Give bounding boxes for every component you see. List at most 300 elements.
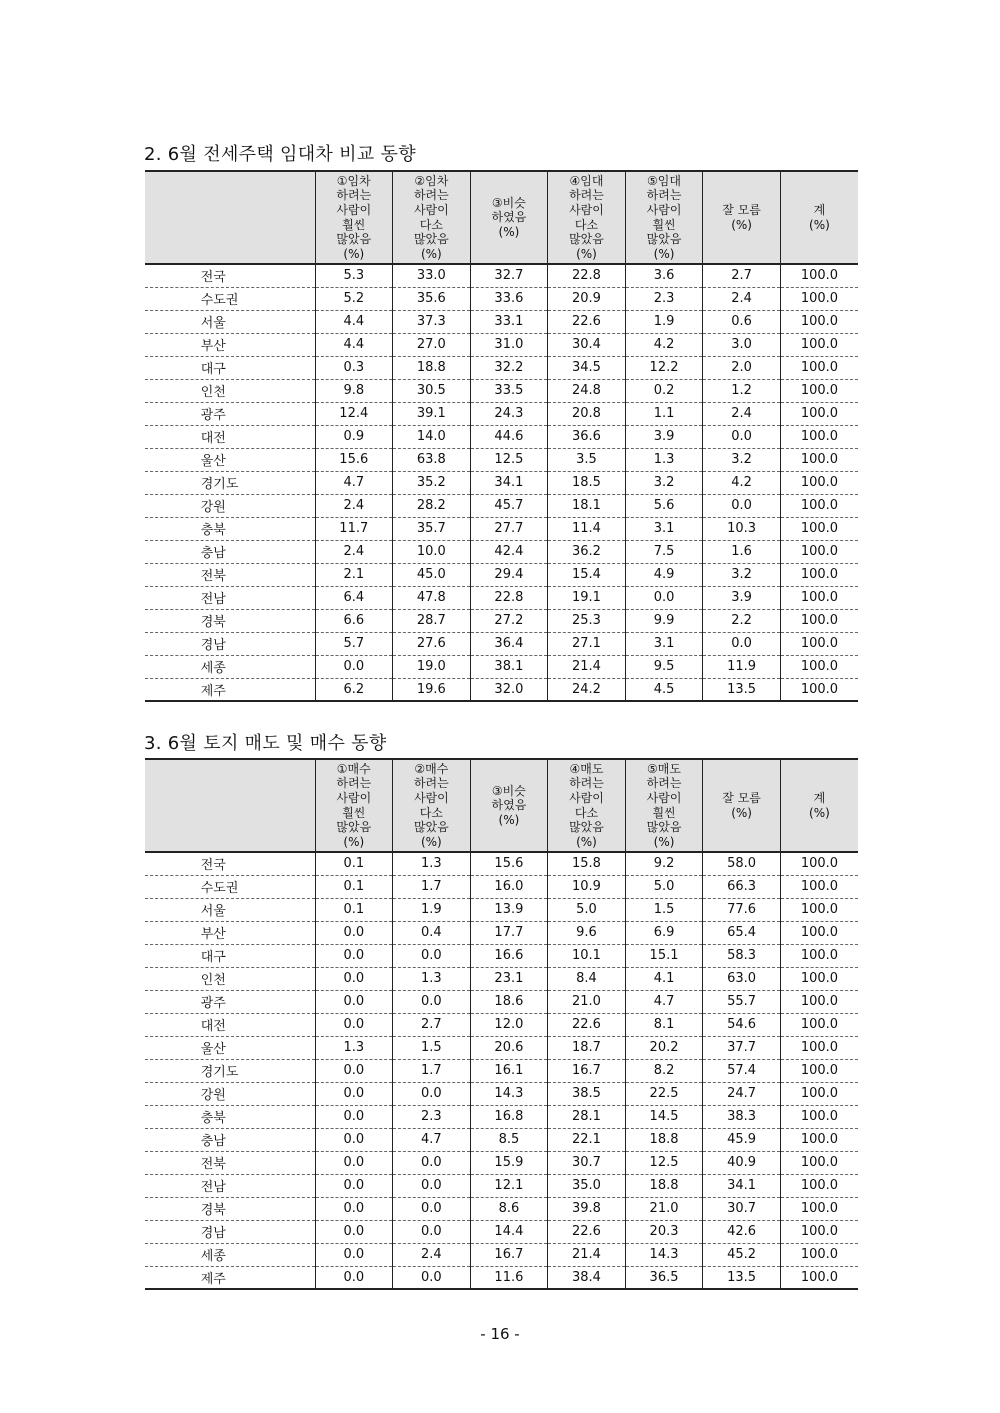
column-header-line: 사람이	[569, 202, 604, 217]
value-cell: 30.7	[703, 1197, 781, 1220]
value-cell: 0.0	[315, 944, 393, 967]
value-cell: 100.0	[780, 448, 858, 471]
column-header-line: 많았음	[336, 820, 372, 835]
value-cell: 39.8	[548, 1197, 626, 1220]
column-header	[703, 759, 781, 852]
column-header-line: 사람이	[413, 202, 449, 217]
column-header-line: 사람이	[646, 790, 682, 805]
value-cell: 1.2	[703, 379, 781, 402]
region-label: 서울	[200, 904, 226, 919]
region-cell	[145, 1082, 315, 1105]
column-header-line: (%)	[653, 246, 675, 261]
value-cell: 20.6	[470, 1036, 548, 1059]
value-cell: 30.4	[548, 333, 626, 356]
jeonse-rental-table	[145, 170, 858, 702]
value-cell: 0.0	[393, 990, 471, 1013]
column-header-line: 계	[813, 790, 826, 805]
value-cell: 100.0	[780, 655, 858, 678]
value-cell: 10.0	[393, 540, 471, 563]
value-cell: 17.7	[470, 921, 548, 944]
region-cell	[145, 1174, 315, 1197]
region-cell	[145, 586, 315, 609]
value-cell: 1.6	[703, 540, 781, 563]
region-cell	[145, 1128, 315, 1151]
value-cell: 2.4	[393, 1243, 471, 1266]
value-cell: 27.0	[393, 333, 471, 356]
value-cell: 3.6	[625, 264, 703, 287]
value-cell: 32.0	[470, 678, 548, 701]
value-cell: 14.5	[625, 1105, 703, 1128]
table-row	[145, 678, 858, 701]
value-cell: 2.4	[703, 287, 781, 310]
region-label: 전북	[200, 569, 226, 584]
value-cell: 0.0	[315, 1059, 393, 1082]
column-header	[315, 759, 393, 852]
value-cell: 14.0	[393, 425, 471, 448]
value-cell: 3.0	[703, 333, 781, 356]
value-cell: 19.0	[393, 655, 471, 678]
column-header	[625, 171, 703, 264]
value-cell: 3.2	[625, 471, 703, 494]
column-header-line: 많았음	[569, 232, 604, 247]
region-label: 충북	[200, 1111, 226, 1126]
region-label: 전북	[200, 1157, 226, 1172]
value-cell: 11.6	[470, 1266, 548, 1289]
value-cell: 0.0	[393, 1197, 471, 1220]
value-cell: 36.4	[470, 632, 548, 655]
value-cell: 0.0	[315, 1128, 393, 1151]
value-cell: 0.0	[393, 1082, 471, 1105]
column-header-line: ⑤임대	[647, 173, 681, 188]
value-cell: 54.6	[703, 1013, 781, 1036]
value-cell: 8.1	[625, 1013, 703, 1036]
value-cell: 18.6	[470, 990, 548, 1013]
value-cell: 0.0	[315, 1266, 393, 1289]
column-header-line: 하였음	[491, 798, 527, 813]
value-cell: 14.4	[470, 1220, 548, 1243]
value-cell: 1.9	[625, 310, 703, 333]
value-cell: 65.4	[703, 921, 781, 944]
value-cell: 28.2	[393, 494, 471, 517]
value-cell: 13.9	[470, 898, 548, 921]
value-cell: 15.4	[548, 563, 626, 586]
table-row	[145, 655, 858, 678]
value-cell: 1.7	[393, 875, 471, 898]
value-cell: 27.2	[470, 609, 548, 632]
column-header-line: (%)	[420, 834, 442, 849]
region-cell	[145, 921, 315, 944]
value-cell: 100.0	[780, 852, 858, 875]
value-cell: 33.0	[393, 264, 471, 287]
value-cell: 2.4	[315, 494, 393, 517]
value-cell: 3.1	[625, 517, 703, 540]
value-cell: 4.4	[315, 333, 393, 356]
value-cell: 100.0	[780, 264, 858, 287]
value-cell: 16.7	[470, 1243, 548, 1266]
column-header-line: (%)	[343, 246, 365, 261]
value-cell: 0.6	[703, 310, 781, 333]
value-cell: 0.0	[315, 1220, 393, 1243]
value-cell: 13.5	[703, 678, 781, 701]
table-row	[145, 1013, 858, 1036]
value-cell: 77.6	[703, 898, 781, 921]
value-cell: 23.1	[470, 967, 548, 990]
value-cell: 100.0	[780, 1105, 858, 1128]
value-cell: 0.1	[315, 852, 393, 875]
value-cell: 24.7	[703, 1082, 781, 1105]
value-cell: 27.7	[470, 517, 548, 540]
value-cell: 36.6	[548, 425, 626, 448]
column-header	[780, 171, 858, 264]
region-label: 부산	[200, 339, 226, 354]
table-row	[145, 632, 858, 655]
table-row	[145, 1266, 858, 1289]
column-header-line: 잘 모름	[722, 202, 761, 217]
value-cell: 0.0	[625, 586, 703, 609]
column-header-line: 사람이	[646, 202, 682, 217]
value-cell: 5.7	[315, 632, 393, 655]
value-cell: 100.0	[780, 379, 858, 402]
value-cell: 11.7	[315, 517, 393, 540]
value-cell: 58.3	[703, 944, 781, 967]
value-cell: 38.5	[548, 1082, 626, 1105]
value-cell: 100.0	[780, 1059, 858, 1082]
header-corner-cell	[145, 171, 315, 264]
value-cell: 45.0	[393, 563, 471, 586]
region-cell	[145, 632, 315, 655]
value-cell: 0.0	[315, 1174, 393, 1197]
region-cell	[145, 264, 315, 287]
value-cell: 20.8	[548, 402, 626, 425]
value-cell: 2.7	[703, 264, 781, 287]
section-title-jeonse: 2. 6월 전세주택 임대차 비교 동향	[144, 144, 416, 165]
column-header-line: 하려는	[569, 188, 604, 203]
column-header-line: ⑤매도	[647, 761, 681, 776]
value-cell: 25.3	[548, 609, 626, 632]
value-cell: 18.5	[548, 471, 626, 494]
value-cell: 0.0	[315, 655, 393, 678]
value-cell: 4.2	[625, 333, 703, 356]
region-cell	[145, 1220, 315, 1243]
value-cell: 2.0	[703, 356, 781, 379]
value-cell: 39.1	[393, 402, 471, 425]
value-cell: 15.8	[548, 852, 626, 875]
column-header-line: (%)	[653, 834, 675, 849]
table-row	[145, 990, 858, 1013]
table-row	[145, 944, 858, 967]
value-cell: 4.1	[625, 967, 703, 990]
column-header-line: 훨씬	[652, 805, 676, 820]
column-header-line: (%)	[809, 805, 830, 820]
value-cell: 100.0	[780, 540, 858, 563]
value-cell: 2.3	[393, 1105, 471, 1128]
value-cell: 47.8	[393, 586, 471, 609]
value-cell: 15.9	[470, 1151, 548, 1174]
column-header-line: 다소	[419, 217, 443, 232]
value-cell: 7.5	[625, 540, 703, 563]
value-cell: 24.2	[548, 678, 626, 701]
region-label: 울산	[200, 1042, 226, 1057]
value-cell: 9.2	[625, 852, 703, 875]
value-cell: 22.8	[548, 264, 626, 287]
column-header-line: 다소	[574, 805, 599, 820]
value-cell: 100.0	[780, 1128, 858, 1151]
value-cell: 55.7	[703, 990, 781, 1013]
table-row	[145, 609, 858, 632]
column-header-line: (%)	[498, 224, 520, 239]
column-header	[703, 171, 781, 264]
column-header	[548, 759, 626, 852]
value-cell: 3.9	[703, 586, 781, 609]
column-header-line: 하려는	[413, 776, 449, 791]
column-header-line: 다소	[574, 217, 599, 232]
value-cell: 0.4	[393, 921, 471, 944]
value-cell: 16.7	[548, 1059, 626, 1082]
column-header	[315, 171, 393, 264]
value-cell: 12.1	[470, 1174, 548, 1197]
table-row	[145, 1151, 858, 1174]
region-label: 수도권	[200, 293, 239, 308]
column-header-line: (%)	[420, 246, 442, 261]
value-cell: 100.0	[780, 402, 858, 425]
value-cell: 100.0	[780, 494, 858, 517]
value-cell: 31.0	[470, 333, 548, 356]
value-cell: 30.5	[393, 379, 471, 402]
value-cell: 19.6	[393, 678, 471, 701]
value-cell: 28.1	[548, 1105, 626, 1128]
value-cell: 2.7	[393, 1013, 471, 1036]
value-cell: 100.0	[780, 1151, 858, 1174]
column-header	[470, 171, 548, 264]
region-label: 부산	[200, 927, 226, 942]
value-cell: 1.3	[315, 1036, 393, 1059]
value-cell: 0.1	[315, 898, 393, 921]
value-cell: 45.2	[703, 1243, 781, 1266]
value-cell: 8.2	[625, 1059, 703, 1082]
value-cell: 0.0	[315, 921, 393, 944]
value-cell: 42.4	[470, 540, 548, 563]
value-cell: 28.7	[393, 609, 471, 632]
table-row	[145, 1082, 858, 1105]
value-cell: 0.0	[393, 1174, 471, 1197]
region-cell	[145, 310, 315, 333]
value-cell: 100.0	[780, 609, 858, 632]
value-cell: 21.0	[548, 990, 626, 1013]
value-cell: 6.9	[625, 921, 703, 944]
value-cell: 8.5	[470, 1128, 548, 1151]
column-header-line: 잘 모름	[722, 790, 761, 805]
value-cell: 22.6	[548, 1220, 626, 1243]
value-cell: 32.2	[470, 356, 548, 379]
value-cell: 0.0	[315, 1105, 393, 1128]
table-row	[145, 333, 858, 356]
value-cell: 0.0	[393, 1151, 471, 1174]
region-cell	[145, 609, 315, 632]
value-cell: 24.3	[470, 402, 548, 425]
value-cell: 100.0	[780, 990, 858, 1013]
value-cell: 15.6	[470, 852, 548, 875]
value-cell: 12.5	[470, 448, 548, 471]
value-cell: 16.8	[470, 1105, 548, 1128]
region-cell	[145, 678, 315, 701]
value-cell: 10.9	[548, 875, 626, 898]
value-cell: 6.6	[315, 609, 393, 632]
value-cell: 8.4	[548, 967, 626, 990]
region-cell	[145, 1266, 315, 1289]
value-cell: 22.1	[548, 1128, 626, 1151]
value-cell: 2.1	[315, 563, 393, 586]
region-cell	[145, 379, 315, 402]
region-cell	[145, 287, 315, 310]
table-row	[145, 852, 858, 875]
region-label: 충남	[200, 1134, 226, 1149]
column-header-line: 많았음	[413, 820, 449, 835]
table-row	[145, 875, 858, 898]
column-header-line: ③비슷	[491, 783, 526, 798]
value-cell: 5.2	[315, 287, 393, 310]
value-cell: 11.4	[548, 517, 626, 540]
region-cell	[145, 1036, 315, 1059]
region-label: 경남	[200, 638, 226, 653]
value-cell: 30.7	[548, 1151, 626, 1174]
column-header-line: (%)	[809, 217, 830, 232]
value-cell: 9.8	[315, 379, 393, 402]
table-row	[145, 563, 858, 586]
value-cell: 0.9	[315, 425, 393, 448]
column-header	[625, 759, 703, 852]
region-cell	[145, 494, 315, 517]
column-header-line: 사람이	[336, 790, 372, 805]
value-cell: 45.7	[470, 494, 548, 517]
value-cell: 22.6	[548, 310, 626, 333]
column-header-line: 훨씬	[652, 217, 676, 232]
value-cell: 1.9	[393, 898, 471, 921]
value-cell: 42.6	[703, 1220, 781, 1243]
column-header-line: 사람이	[336, 202, 372, 217]
value-cell: 36.5	[625, 1266, 703, 1289]
value-cell: 18.8	[393, 356, 471, 379]
value-cell: 20.3	[625, 1220, 703, 1243]
value-cell: 15.1	[625, 944, 703, 967]
table-row	[145, 287, 858, 310]
value-cell: 16.0	[470, 875, 548, 898]
value-cell: 34.1	[470, 471, 548, 494]
value-cell: 13.5	[703, 1266, 781, 1289]
value-cell: 2.2	[703, 609, 781, 632]
value-cell: 100.0	[780, 586, 858, 609]
column-header-line: (%)	[731, 217, 752, 232]
value-cell: 1.3	[393, 967, 471, 990]
column-header-line: 하려는	[646, 188, 682, 203]
value-cell: 2.4	[703, 402, 781, 425]
value-cell: 0.0	[703, 632, 781, 655]
value-cell: 100.0	[780, 356, 858, 379]
column-header-line: 하려는	[413, 188, 449, 203]
region-label: 광주	[200, 408, 226, 423]
column-header	[393, 759, 471, 852]
value-cell: 14.3	[470, 1082, 548, 1105]
region-label: 대구	[200, 362, 226, 377]
table-row	[145, 448, 858, 471]
value-cell: 9.6	[548, 921, 626, 944]
table-row	[145, 471, 858, 494]
region-label: 울산	[200, 454, 226, 469]
table-row	[145, 1059, 858, 1082]
region-cell	[145, 1243, 315, 1266]
value-cell: 16.1	[470, 1059, 548, 1082]
column-header-line: 하였음	[491, 210, 527, 225]
value-cell: 8.6	[470, 1197, 548, 1220]
column-header-line: 많았음	[336, 232, 372, 247]
region-label: 대전	[200, 431, 226, 446]
value-cell: 2.3	[625, 287, 703, 310]
value-cell: 36.2	[548, 540, 626, 563]
column-header	[470, 759, 548, 852]
value-cell: 9.5	[625, 655, 703, 678]
region-cell	[145, 898, 315, 921]
header-corner-cell	[145, 759, 315, 852]
region-label: 경기도	[200, 1065, 239, 1080]
value-cell: 0.0	[315, 1082, 393, 1105]
value-cell: 100.0	[780, 1174, 858, 1197]
region-label: 경북	[200, 1203, 226, 1218]
value-cell: 4.9	[625, 563, 703, 586]
table-row	[145, 1036, 858, 1059]
value-cell: 0.0	[315, 1151, 393, 1174]
value-cell: 0.0	[393, 1266, 471, 1289]
value-cell: 24.8	[548, 379, 626, 402]
column-header-line: ④매도	[569, 761, 604, 776]
value-cell: 12.0	[470, 1013, 548, 1036]
region-cell	[145, 540, 315, 563]
value-cell: 100.0	[780, 1197, 858, 1220]
table-row	[145, 310, 858, 333]
region-cell	[145, 1013, 315, 1036]
column-header-line: 하려는	[336, 776, 372, 791]
region-label: 대전	[200, 1019, 226, 1034]
value-cell: 5.0	[548, 898, 626, 921]
region-label: 세종	[200, 1249, 226, 1264]
value-cell: 1.1	[625, 402, 703, 425]
value-cell: 4.2	[703, 471, 781, 494]
table-row	[145, 517, 858, 540]
region-cell	[145, 448, 315, 471]
value-cell: 100.0	[780, 1220, 858, 1243]
value-cell: 35.6	[393, 287, 471, 310]
value-cell: 0.0	[315, 1243, 393, 1266]
region-cell	[145, 990, 315, 1013]
region-cell	[145, 471, 315, 494]
column-header-line: 다소	[419, 805, 443, 820]
value-cell: 100.0	[780, 1082, 858, 1105]
value-cell: 0.0	[315, 1013, 393, 1036]
value-cell: 15.6	[315, 448, 393, 471]
column-header-line: (%)	[576, 246, 597, 261]
value-cell: 38.1	[470, 655, 548, 678]
table-row	[145, 967, 858, 990]
value-cell: 29.4	[470, 563, 548, 586]
region-cell	[145, 944, 315, 967]
value-cell: 10.3	[703, 517, 781, 540]
value-cell: 3.2	[703, 448, 781, 471]
table-header-row	[145, 171, 858, 264]
value-cell: 0.0	[393, 944, 471, 967]
region-label: 수도권	[200, 881, 239, 896]
column-header	[393, 171, 471, 264]
value-cell: 21.4	[548, 655, 626, 678]
table-row	[145, 402, 858, 425]
region-label: 세종	[200, 661, 226, 676]
